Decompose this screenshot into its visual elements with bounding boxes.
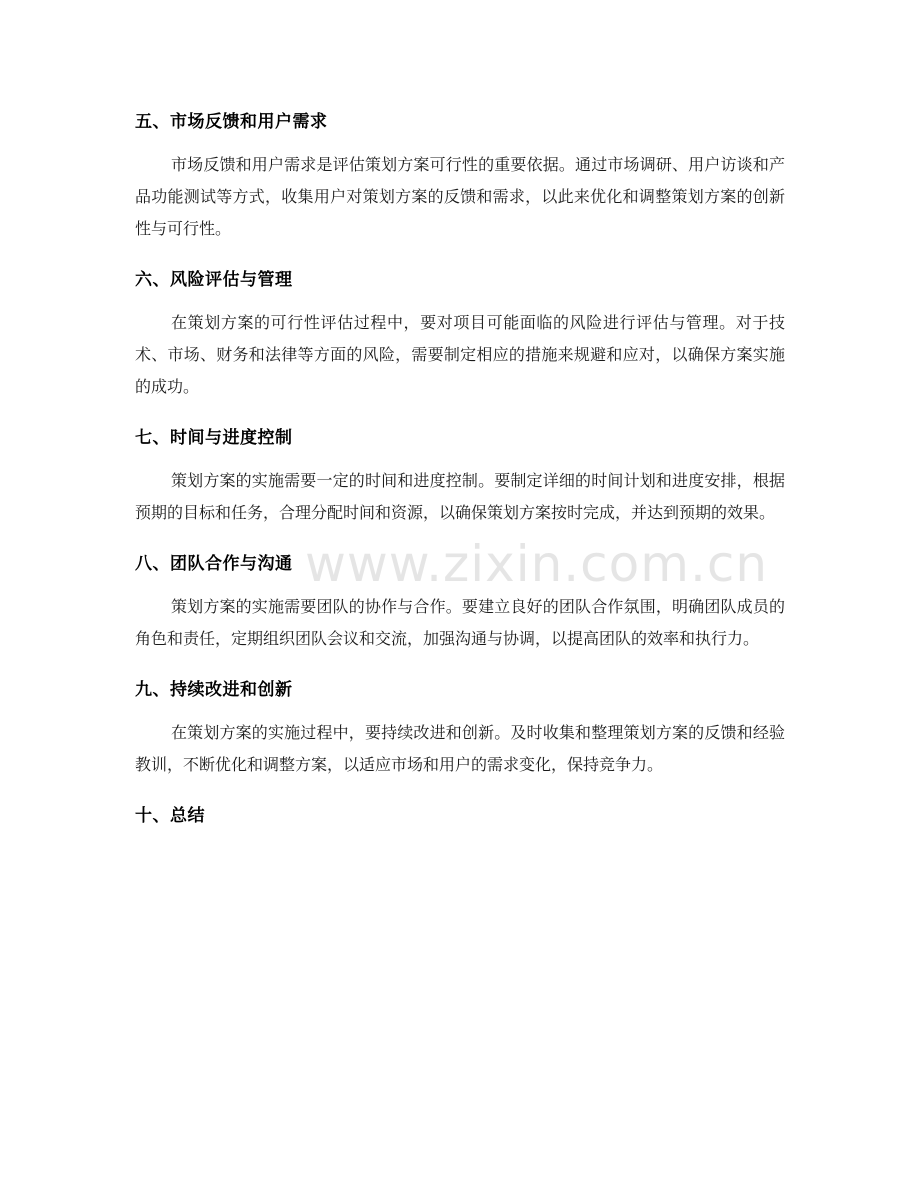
section-heading-10: 十、总结 [135, 806, 205, 826]
section-heading-7: 七、时间与进度控制 [135, 428, 293, 448]
section-body-6: 在策划方案的可行性评估过程中，要对项目可能面临的风险进行评估与管理。对于技术、市场、财务和法律等方面的风险，需要制定相应的措施来规避和应对，以确保方案实施的成功。 [135, 313, 785, 396]
section-heading-5: 五、市场反馈和用户需求 [135, 112, 328, 132]
document-content [135, 103, 785, 835]
section-heading-6: 六、风险评估与管理 [135, 270, 293, 290]
section-heading-8: 八、团队合作与沟通 [135, 554, 293, 574]
section-body-7: 策划方案的实施需要一定的时间和进度控制。要制定详细的时间计划和进度安排，根据预期的目标和任务，合理分配时间和资源，以确保策划方案按时完成，并达到预期的效果。 [135, 471, 785, 522]
section-body-5: 市场反馈和用户需求是评估策划方案可行性的重要依据。通过市场调研、用户访谈和产品功能测试等方式，收集用户对策划方案的反馈和需求，以此来优化和调整策划方案的创新性与可行性。 [135, 155, 785, 238]
section-body-8: 策划方案的实施需要团队的协作与合作。要建立良好的团队合作氛围，明确团队成员的角色和责任，定期组织团队会议和交流，加强沟通与协调，以提高团队的效率和执行力。 [135, 597, 785, 648]
section-heading-9: 九、持续改进和创新 [135, 680, 293, 700]
watermark-text: www.zixin.com.cn [305, 535, 769, 593]
section-body-9: 在策划方案的实施过程中，要持续改进和创新。及时收集和整理策划方案的反馈和经验教训，不断优化和调整方案，以适应市场和用户的需求变化，保持竞争力。 [135, 723, 785, 774]
